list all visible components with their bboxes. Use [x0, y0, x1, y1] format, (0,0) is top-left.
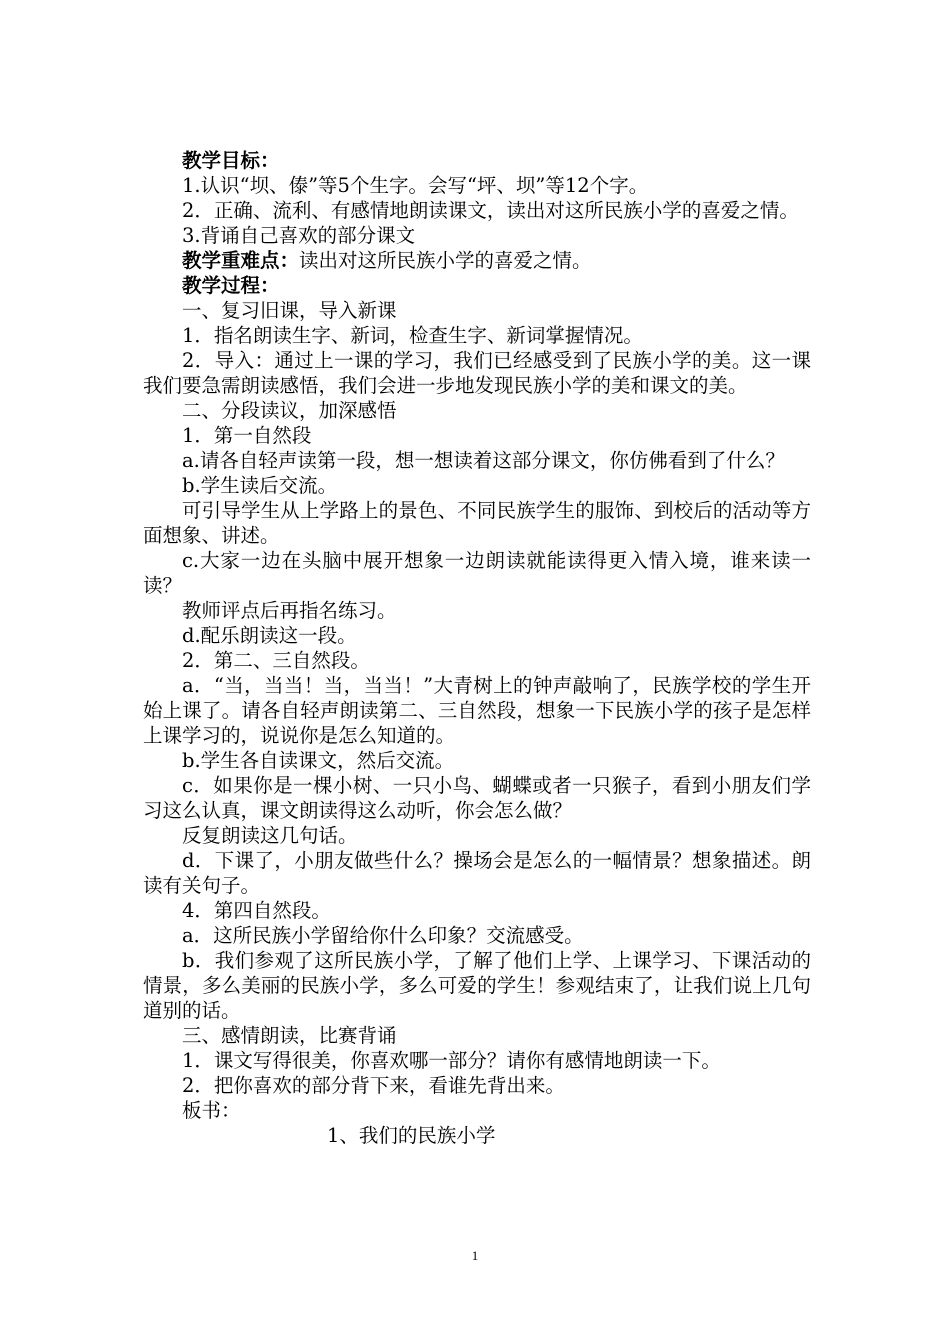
- paragraph: b．我们参观了这所民族小学，了解了他们上学、上课学习、下课活动的情景，多么美丽的民族小学，多么可爱的学生！参观结束了，让我们说上几句道别的话。: [143, 949, 811, 1022]
- paragraph: 1．课文写得很美，你喜欢哪一部分？请你有感情地朗读一下。: [182, 1049, 721, 1072]
- paragraph: 二、分段读议，加深感悟: [182, 399, 397, 422]
- paragraph: a．这所民族小学留给你什么印象？交流感受。: [182, 924, 584, 947]
- paragraph: 一、复习旧课，导入新课: [182, 299, 397, 322]
- paragraph: 1．指名朗读生字、新词，检查生字、新词掌握情况。: [182, 324, 643, 347]
- heading-key-points: 教学重难点：: [182, 249, 300, 272]
- paragraph: b.学生各自读课文，然后交流。: [182, 749, 455, 772]
- goal-3: 3.背诵自己喜欢的部分课文: [182, 224, 416, 247]
- heading-teaching-goals: 教学目标：: [182, 149, 280, 172]
- goal-2: 2．正确、流利、有感情地朗读课文，读出对这所民族小学的喜爱之情。: [182, 199, 799, 222]
- paragraph: 4．第四自然段。: [182, 899, 331, 922]
- paragraph: d.配乐朗读这一段。: [182, 624, 357, 647]
- paragraph: c.大家一边在头脑中展开想象一边朗读就能读得更入情入境，谁来读一读？: [143, 549, 811, 597]
- board-title: 1、我们的民族小学: [327, 1124, 496, 1147]
- paragraph: 2．导入：通过上一课的学习，我们已经感受到了民族小学的美。这一课我们要急需朗读感悟，我们会进一步地发现民族小学的美和课文的美。: [143, 349, 811, 397]
- key-points-text: 读出对这所民族小学的喜爱之情。: [299, 249, 592, 272]
- paragraph: 反复朗读这几句话。: [182, 824, 358, 847]
- paragraph: 1．第一自然段: [182, 424, 312, 447]
- paragraph: 可引导学生从上学路上的景色、不同民族学生的服饰、到校后的活动等方面想象、讲述。: [143, 499, 811, 547]
- goal-1: 1.认识“坝、傣”等5个生字。会写“坪、坝”等12个字。: [182, 174, 649, 197]
- paragraph: a．“当，当当！当，当当！”大青树上的钟声敲响了，民族学校的学生开始上课了。请各自轻声朗读第二、三自然段，想象一下民族小学的孩子是怎样上课学习的，说说你是怎么知道的。: [143, 674, 811, 747]
- heading-teaching-process: 教学过程：: [182, 274, 280, 297]
- paragraph: 教师评点后再指名练习。: [182, 599, 397, 622]
- page-number: 1: [471, 1248, 479, 1263]
- paragraph: c．如果你是一棵小树、一只小鸟、蝴蝶或者一只猴子，看到小朋友们学习这么认真，课文朗读得这么动听，你会怎么做？: [143, 774, 811, 822]
- paragraph: 2．第二、三自然段。: [182, 649, 370, 672]
- paragraph: 2．把你喜欢的部分背下来，看谁先背出来。: [182, 1074, 565, 1097]
- document-body: [143, 148, 811, 1148]
- paragraph: b.学生读后交流。: [182, 474, 338, 497]
- paragraph: 板书：: [182, 1099, 241, 1122]
- paragraph: 三、感情朗读，比赛背诵: [182, 1024, 397, 1047]
- paragraph: a.请各自轻声读第一段，想一想读着这部分课文，你仿佛看到了什么？: [182, 449, 785, 472]
- paragraph: d．下课了，小朋友做些什么？操场会是怎么的一幅情景？想象描述。朗读有关句子。: [143, 849, 811, 897]
- key-points-line: [143, 248, 811, 273]
